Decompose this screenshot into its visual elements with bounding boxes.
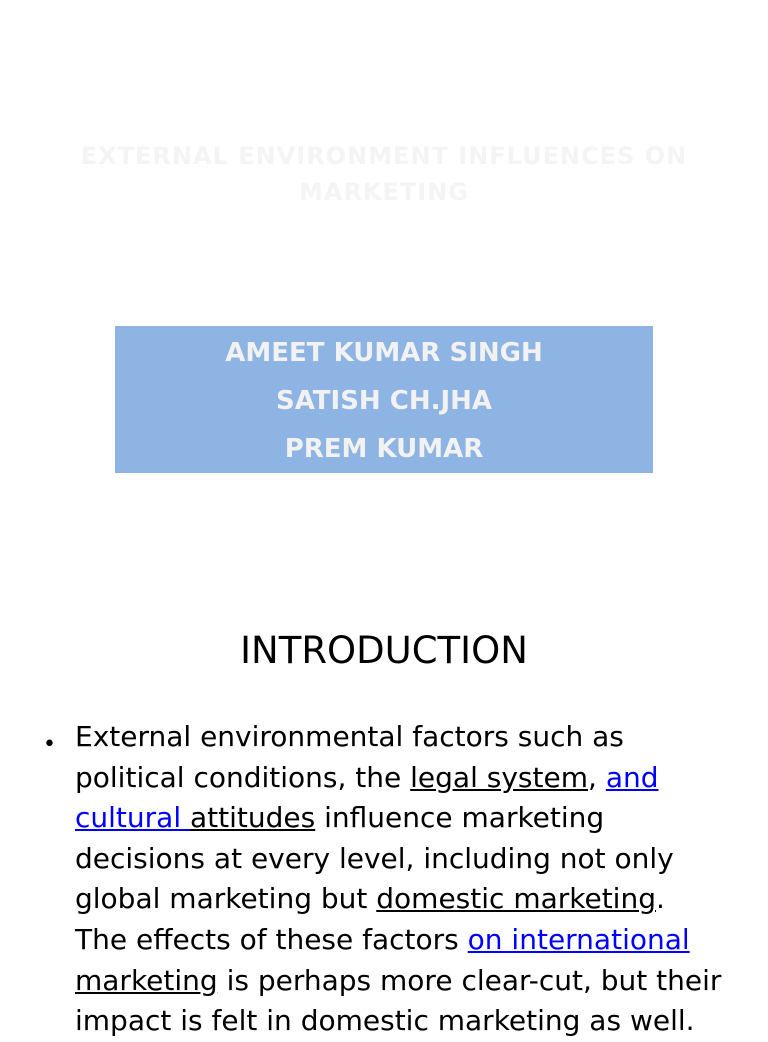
faded-slide-title	[60, 138, 708, 210]
authors-box	[115, 326, 653, 473]
and-cultural-link[interactable]: and cultural	[75, 760, 659, 835]
marketing-link[interactable]: marketing	[75, 963, 218, 997]
author-name: SATISH CH.JHA	[275, 386, 493, 416]
legal-system-link[interactable]: legal system	[410, 760, 588, 794]
introduction-slide	[0, 600, 768, 1038]
attitudes-link[interactable]: attitudes	[190, 801, 316, 835]
bullet-point-icon: •	[43, 732, 56, 757]
paragraph-text: is perhaps more clear-cut, but their impact is felt in domestic marketing as well.	[75, 963, 722, 1038]
paragraph-text: . The effects of these factors	[75, 882, 665, 956]
domestic-marketing-link[interactable]: domestic marketing	[376, 882, 656, 916]
on-international-link[interactable]: on international	[467, 922, 690, 956]
bullet-paragraph	[75, 717, 725, 1042]
paragraph-text: ,	[588, 760, 606, 794]
paragraph-text: External environmental factors such as political conditions, the	[75, 720, 624, 794]
faded-title-line-2: MARKETING	[298, 178, 469, 206]
author-name: AMEET KUMAR SINGH	[225, 338, 543, 368]
faded-title-line-1: EXTERNAL ENVIRONMENT INFLUENCES ON	[80, 142, 688, 170]
paragraph-text: influence marketing decisions at every level, including not only global marketing but	[75, 801, 674, 916]
slide-title: INTRODUCTION	[240, 629, 528, 672]
author-name: PREM KUMAR	[284, 434, 484, 464]
